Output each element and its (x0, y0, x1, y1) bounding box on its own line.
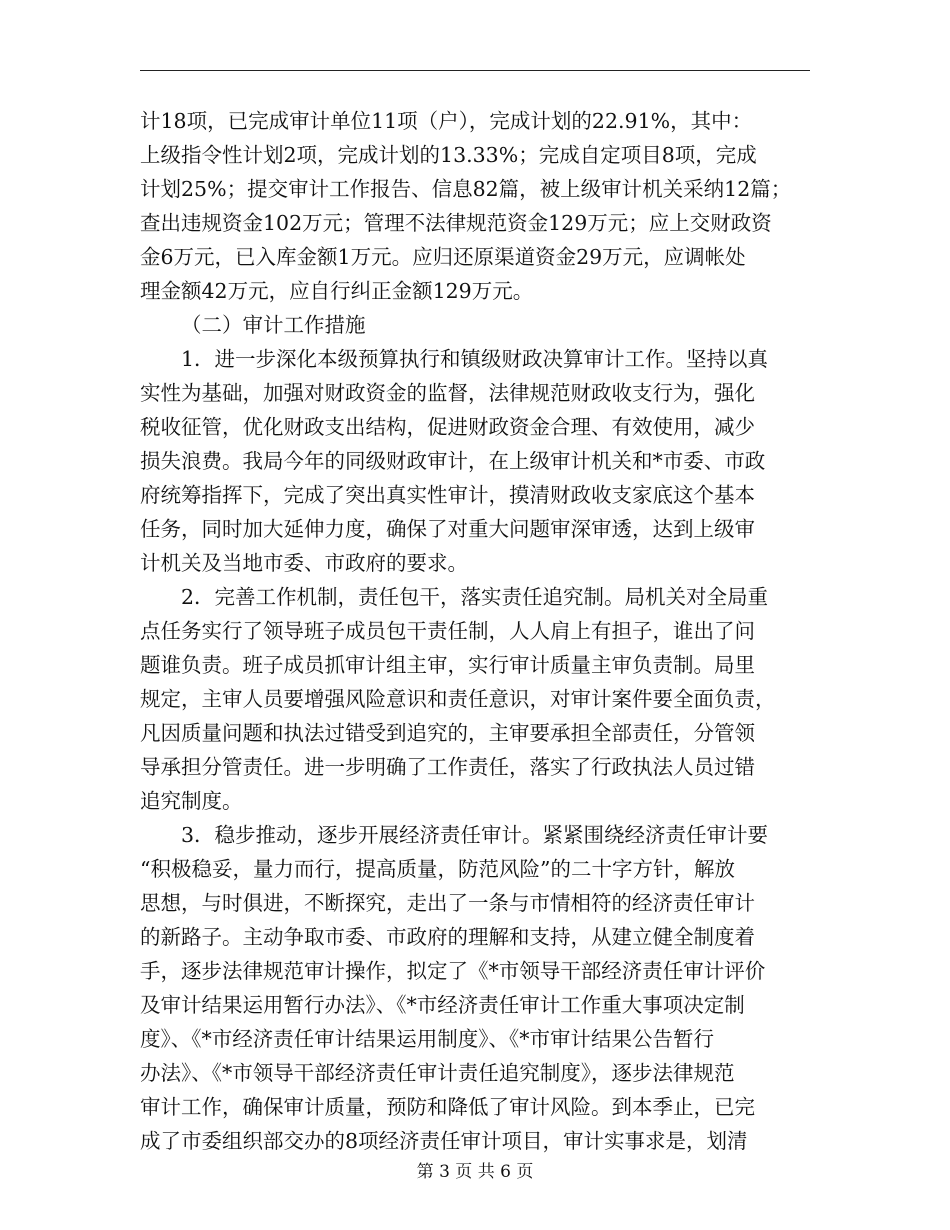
section-heading: （二）审计工作措施 (181, 313, 366, 337)
text-line: 追究制度。 (140, 789, 243, 813)
text-line: 损失浪费。我局今年的同级财政审计，在上级审计机关和*市委、市政 (140, 449, 766, 473)
text-line: 点任务实行了领导班子成员包干责任制，人人肩上有担子，谁出了问 (140, 619, 755, 643)
text-line: 审计工作，确保审计质量，预防和降低了审计风险。到本季止，已完 (140, 1095, 755, 1119)
paragraph-start: 1．进一步深化本级预算执行和镇级财政决算审计工作。坚持以真 (181, 347, 769, 371)
text-line: 手，逐步法律规范审计操作，拟定了《*市领导干部经济责任审计评价 (140, 959, 766, 983)
text-line: 计机关及当地市委、市政府的要求。 (140, 551, 468, 575)
text-line: 任务，同时加大延伸力度，确保了对重大问题审深审透，达到上级审 (140, 517, 755, 541)
text-line: 规定，主审人员要增强风险意识和责任意识，对审计案件要全面负责， (140, 687, 776, 711)
text-line: 思想，与时俱进，不断探究，走出了一条与市情相符的经济责任审计 (140, 891, 755, 915)
text-line: 导承担分管责任。进一步明确了工作责任，落实了行政执法人员过错 (140, 755, 755, 779)
page-number-footer: 第 3 页 共 6 页 (416, 1162, 534, 1182)
header-rule (140, 70, 810, 71)
text-line: 题谁负责。班子成员抓审计组主审，实行审计质量主审负责制。局里 (140, 653, 755, 677)
text-line: 办法》、《*市领导干部经济责任审计责任追究制度》，逐步法律规范 (140, 1061, 735, 1085)
text-line: 及审计结果运用暂行办法》、《*市经济责任审计工作重大事项决定制 (140, 993, 745, 1017)
text-line: 实性为基础，加强对财政资金的监督，法律规范财政收支行为，强化 (140, 381, 755, 405)
text-line: 理金额42万元，应自行纠正金额129万元。 (140, 279, 534, 303)
text-line: 上级指令性计划2项，完成计划的13.33%；完成自定项目8项，完成 (140, 143, 757, 167)
text-line: 的新路子。主动争取市委、市政府的理解和支持，从建立健全制度着 (140, 925, 755, 949)
text-line: 凡因质量问题和执法过错受到追究的，主审要承担全部责任，分管领 (140, 721, 755, 745)
text-line: 计18项，已完成审计单位11项（户），完成计划的22.91%，其中： (140, 109, 753, 133)
paragraph-start: 2．完善工作机制，责任包干，落实责任追究制。局机关对全局重 (181, 585, 769, 609)
text-line: 税收征管，优化财政支出结构，促进财政资金合理、有效使用，减少 (140, 415, 755, 439)
text-line: 金6万元，已入库金额1万元。应归还原渠道资金29万元，应调帐处 (140, 245, 746, 269)
paragraph-start: 3．稳步推动，逐步开展经济责任审计。紧紧围绕经济责任审计要 (181, 823, 769, 847)
text-line: “积极稳妥，量力而行，提高质量，防范风险”的二十字方针，解放 (140, 857, 735, 881)
document-body (140, 104, 812, 1158)
text-line: 计划25%；提交审计工作报告、信息82篇，被上级审计机关采纳12篇； (140, 177, 792, 201)
text-line: 成了市委组织部交办的8项经济责任审计项目，审计实事求是，划清 (140, 1129, 748, 1153)
text-line: 查出违规资金102万元；管理不法律规范资金129万元；应上交财政资 (140, 211, 772, 235)
text-line: 度》、《*市经济责任审计结果运用制度》、《*市审计结果公告暂行 (140, 1027, 714, 1051)
text-line: 府统筹指挥下，完成了突出真实性审计，摸清财政收支家底这个基本 (140, 483, 755, 507)
